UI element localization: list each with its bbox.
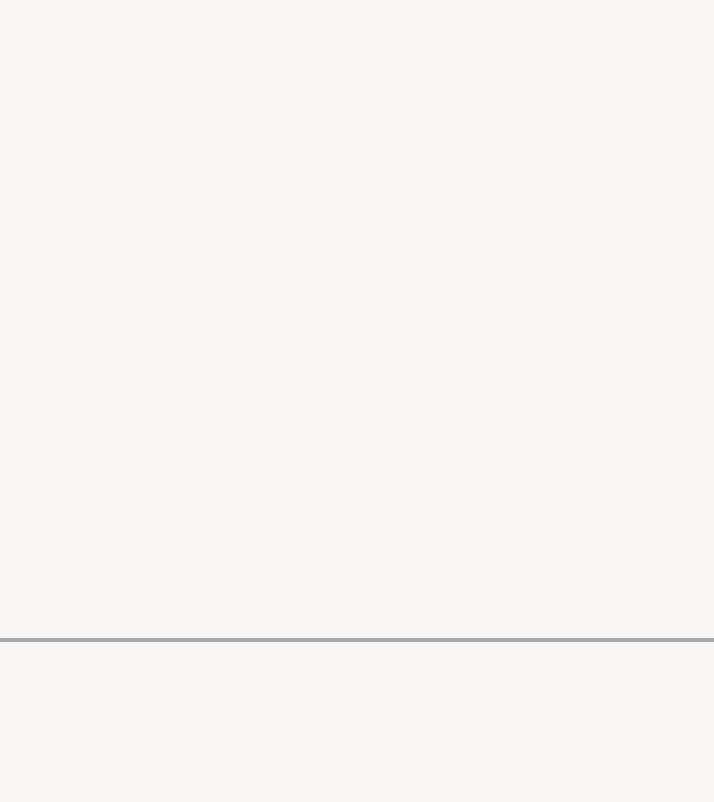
page-divider	[0, 638, 714, 642]
